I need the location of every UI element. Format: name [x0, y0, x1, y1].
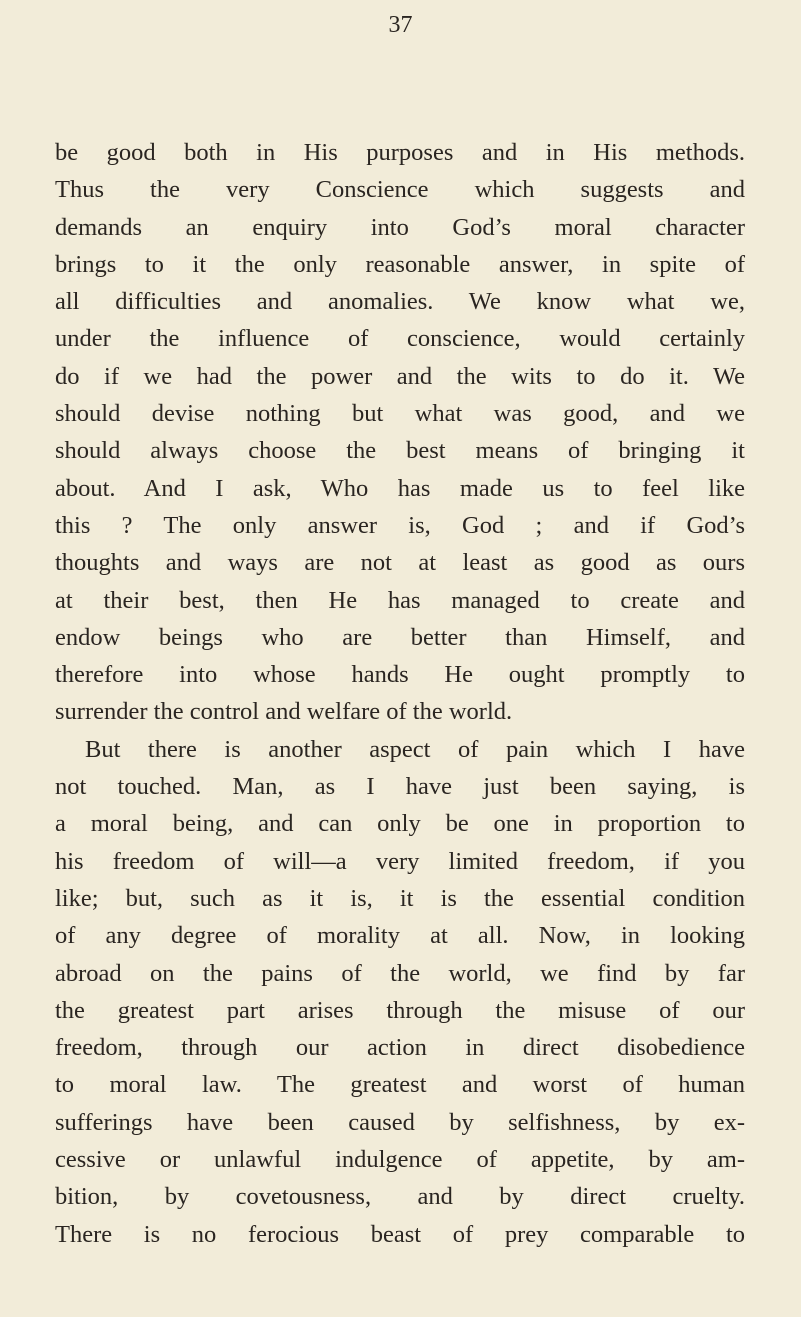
- text-line: abroad on the pains of the world, we find by far: [55, 959, 745, 987]
- text-line: bition, by covetousness, and by direct cruelty.: [55, 1183, 745, 1211]
- text-line: the greatest part arises through the misuse of our: [55, 996, 745, 1024]
- text-line: at their best, then He has managed to create and: [55, 586, 745, 614]
- text-line: this ? The only answer is, God ; and if God’s: [55, 511, 745, 539]
- text-line: therefore into whose hands He ought promptly to: [55, 661, 745, 689]
- text-line: freedom, through our action in direct disobedience: [55, 1034, 745, 1062]
- text-line: do if we had the power and the wits to do it. We: [55, 362, 745, 390]
- text-line: sufferings have been caused by selfishness, by ex-: [55, 1108, 745, 1136]
- text-line: should always choose the best means of bringing it: [55, 437, 745, 465]
- text-line: of any degree of morality at all. Now, in looking: [55, 922, 745, 950]
- body-text: [55, 134, 745, 1253]
- text-line: his freedom of will—a very limited freedom, if you: [55, 847, 745, 875]
- text-line: be good both in His purposes and in His methods.: [55, 139, 745, 166]
- text-line: thoughts and ways are not at least as good as ours: [55, 549, 745, 577]
- text-line: But there is another aspect of pain which I have: [85, 735, 745, 763]
- text-line: like; but, such as it is, it is the essential condition: [55, 884, 745, 912]
- text-line: should devise nothing but what was good, and we: [55, 400, 745, 428]
- text-line: about. And I ask, Who has made us to feel like: [55, 474, 745, 502]
- text-line: under the influence of conscience, would certainly: [55, 325, 745, 353]
- text-line: brings to it the only reasonable answer, in spite of: [55, 250, 745, 278]
- text-line: a moral being, and can only be one in proportion to: [55, 810, 745, 838]
- page-number: 37: [388, 12, 413, 38]
- text-line: endow beings who are better than Himself, and: [55, 623, 745, 651]
- text-line: Thus the very Conscience which suggests and: [55, 176, 745, 204]
- text-line: all difficulties and anomalies. We know what we,: [55, 288, 745, 316]
- text-line: not touched. Man, as I have just been saying, is: [55, 773, 745, 801]
- text-line: cessive or unlawful indulgence of appetite, by am-: [55, 1146, 745, 1174]
- text-line: surrender the control and welfare of the world.: [55, 698, 513, 726]
- text-line: to moral law. The greatest and worst of human: [55, 1071, 745, 1099]
- text-line: There is no ferocious beast of prey comparable to: [55, 1220, 745, 1248]
- text-line: demands an enquiry into God’s moral character: [55, 213, 745, 241]
